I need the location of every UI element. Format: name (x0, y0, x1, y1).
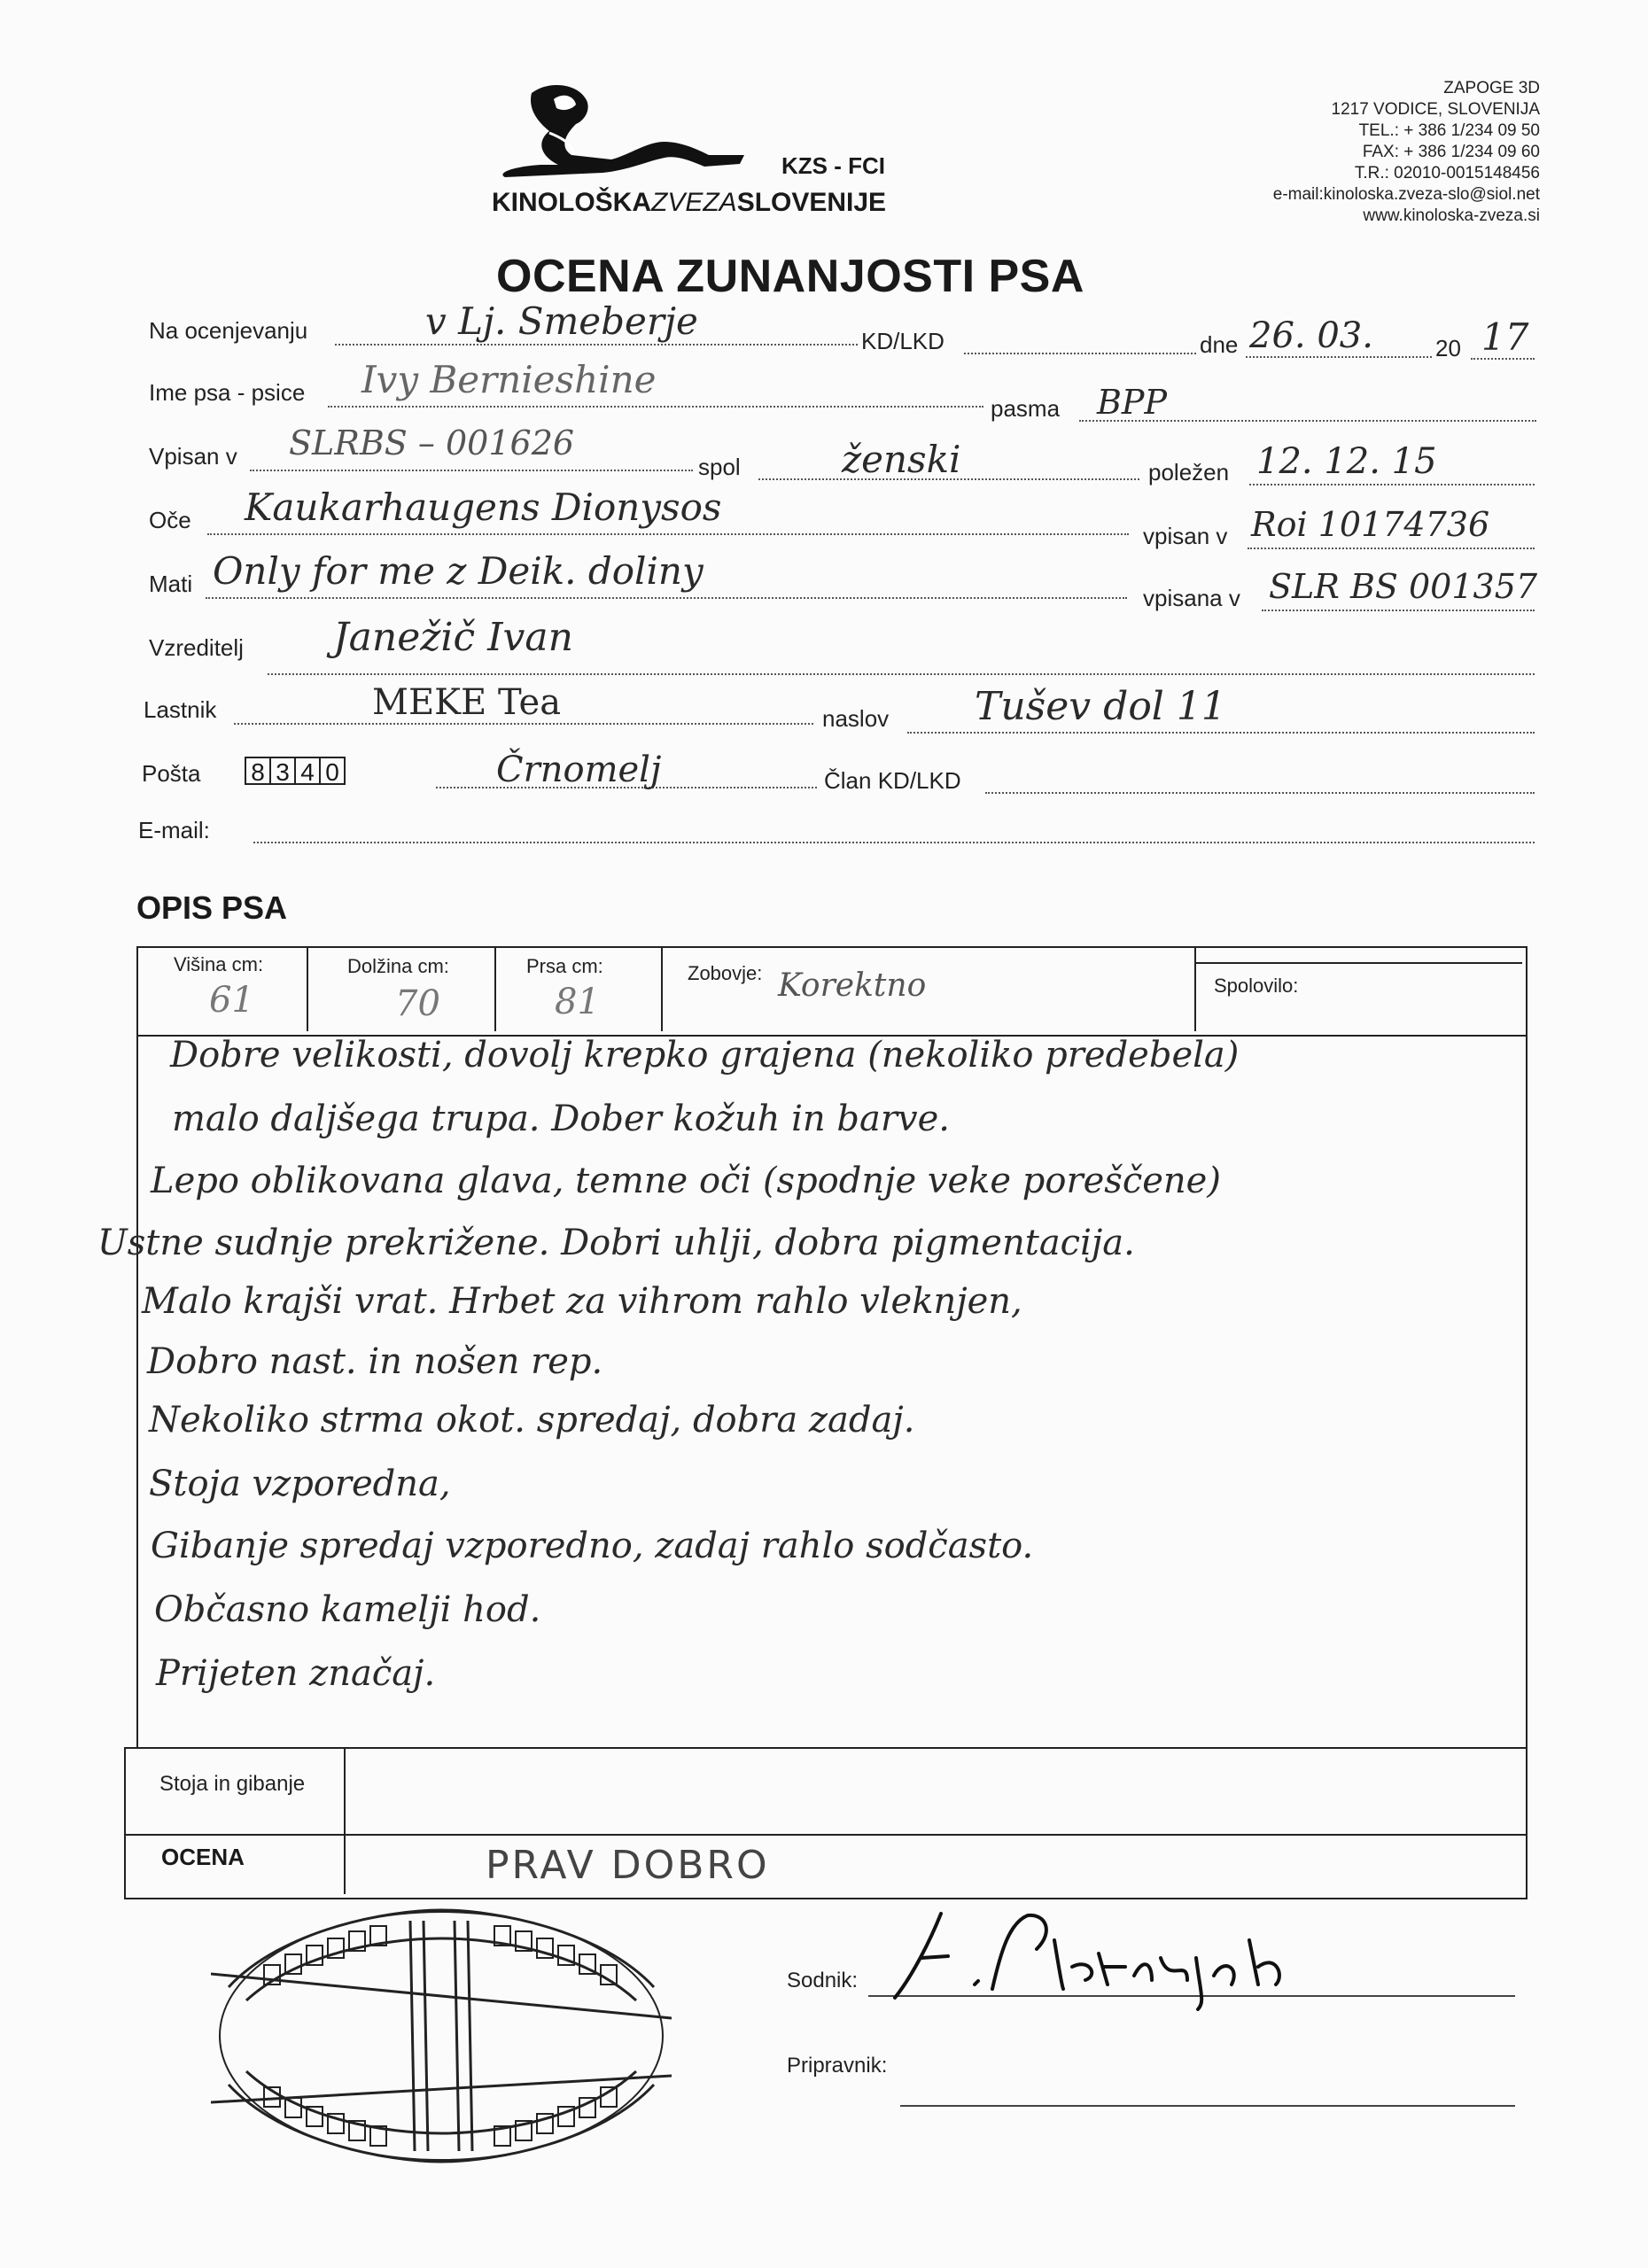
description-box (136, 1033, 1528, 1747)
pasma-value: BPP (1097, 383, 1168, 422)
zobovje-label: Zobovje: (688, 962, 763, 984)
vzreditelj-line (268, 673, 1535, 675)
ocena-value: PRAV DOBRO (486, 1843, 770, 1888)
vpisan-value: SLRBS – 001626 (289, 423, 575, 462)
email-label: E-mail: (138, 817, 210, 843)
sodnik-label: Sodnik: (787, 1969, 859, 1992)
description-line-10: Občasno kamelji hod. (154, 1589, 541, 1630)
result-table-divider (126, 1834, 1526, 1836)
vpisan-line (250, 470, 693, 471)
description-line-9: Gibanje spredaj vzporedno, zadaj rahlo sodčasto. (151, 1526, 1034, 1566)
dne-label: dne (1200, 331, 1239, 358)
description-line-8: Stoja vzporedna, (149, 1464, 451, 1504)
oce-vpisan-value: Roi 10174736 (1251, 505, 1490, 544)
ocena-label: OCENA (161, 1844, 245, 1870)
posta-digit-3: 4 (294, 757, 321, 785)
lastnik-value: MEKE Tea (372, 682, 562, 723)
org-name-part-b: ZVEZA (651, 188, 737, 217)
mati-value: Only for me z Deik. doliny (213, 549, 704, 593)
mati-vpisana-line (1262, 610, 1535, 611)
dne-year-value: 17 (1481, 315, 1529, 359)
spolovilo-label: Spolovilo: (1214, 975, 1299, 997)
ime-psa-line (328, 406, 983, 408)
oce-line (207, 533, 1129, 535)
mati-vpisana-label: vpisana v (1143, 585, 1240, 611)
contact-email: e-mail:kinoloska.zveza-slo@siol.net (1272, 185, 1540, 204)
mati-line (206, 597, 1127, 599)
oce-label: Oče (149, 507, 191, 533)
kd-lkd-label: KD/LKD (861, 328, 944, 354)
prsa-cell (496, 948, 663, 1031)
spolovilo-cell (1196, 962, 1522, 1033)
contact-address-line2: 1217 VODICE, SLOVENIJA (1331, 100, 1540, 119)
visina-cell (138, 948, 308, 1031)
clan-line (985, 792, 1535, 794)
posta-digit-2: 3 (269, 757, 296, 785)
result-table-column-divider (344, 1749, 346, 1894)
posta-kraj-value: Črnomelj (496, 750, 662, 790)
na-ocenjevanju-label: Na ocenjevanju (149, 317, 308, 344)
ime-psa-value: Ivy Bernieshine (361, 358, 657, 401)
zobovje-cell (663, 948, 1196, 1031)
spol-value: ženski (842, 438, 961, 481)
visina-value: 61 (209, 980, 254, 1021)
prsa-label: Prsa cm: (526, 955, 603, 977)
dolzina-cell (308, 948, 496, 1031)
clan-label: Član KD/LKD (824, 767, 961, 794)
description-line-3: Lepo oblikovana glava, temne oči (spodnje veke poreščene) (151, 1161, 1221, 1201)
naslov-line (907, 732, 1535, 734)
mati-label: Mati (149, 571, 193, 597)
dental-chart-diagram (211, 1903, 672, 2169)
description-line-5: Malo krajši vrat. Hrbet za vihrom rahlo vleknjen, (142, 1281, 1022, 1322)
description-line-2: malo daljšega trupa. Dober kožuh in barve. (172, 1099, 950, 1139)
page-title: OCENA ZUNANJOSTI PSA (496, 251, 1084, 302)
description-line-4: Ustne sudnje prekrižene. Dobri uhlji, dobra pigmentacija. (97, 1223, 1135, 1263)
contact-bank-account: T.R.: 02010-0015148456 (1354, 164, 1540, 183)
contact-website: www.kinoloska-zveza.si (1363, 206, 1540, 225)
posta-label: Pošta (142, 760, 201, 787)
org-name-part-c: SLOVENIJE (736, 188, 887, 217)
mati-vpisana-value: SLR BS 001357 (1269, 567, 1538, 606)
polezen-value: 12. 12. 15 (1256, 441, 1437, 482)
stoja-gibanje-label: Stoja in gibanje (159, 1772, 306, 1796)
posta-digit-1: 8 (245, 757, 271, 785)
ime-psa-label: Ime psa - psice (149, 379, 306, 406)
vzreditelj-value: Janežič Ivan (333, 615, 573, 660)
vpisan-label: Vpisan v (149, 443, 237, 470)
kzs-fci-label: KZS - FCI (781, 152, 885, 179)
contact-fax: FAX: + 386 1/234 09 60 (1362, 143, 1540, 161)
org-name-part-a: KINOLOŠKA (492, 188, 651, 217)
organization-name (492, 188, 886, 218)
description-line-1: Dobre velikosti, dovolj krepko grajena (nekoliko predebela) (170, 1035, 1240, 1076)
opis-psa-heading: OPIS PSA (136, 889, 288, 926)
pripravnik-line (900, 2105, 1515, 2107)
lastnik-label: Lastnik (144, 696, 217, 723)
contact-address-line1: ZAPOGE 3D (1443, 79, 1540, 97)
contact-block (1170, 78, 1540, 227)
dne-line (1246, 356, 1432, 358)
naslov-label: naslov (822, 705, 890, 732)
kd-lkd-line (964, 353, 1196, 354)
description-line-11: Prijeten značaj. (156, 1653, 436, 1694)
spol-label: spol (698, 454, 741, 480)
dne-value: 26. 03. (1249, 315, 1373, 356)
na-ocenjevanju-value: v Lj. Smeberje (425, 299, 698, 343)
pasma-label: pasma (991, 395, 1061, 422)
oce-value: Kaukarhaugens Dionysos (245, 485, 722, 529)
dog-logo-icon (487, 80, 753, 182)
oce-vpisan-label: vpisan v (1143, 523, 1228, 549)
dolzina-value: 70 (395, 983, 440, 1024)
email-line (253, 842, 1535, 843)
posta-digit-4: 0 (319, 757, 346, 785)
result-table (124, 1747, 1528, 1899)
vzreditelj-label: Vzreditelj (149, 634, 244, 661)
naslov-value: Tušev dol 11 (975, 684, 1226, 729)
description-line-6: Dobro nast. in nošen rep. (147, 1341, 603, 1382)
sodnik-signature (886, 1905, 1329, 2011)
lastnik-line (234, 723, 813, 725)
prsa-value: 81 (555, 982, 600, 1022)
dne-year-prefix: 20 (1435, 335, 1461, 361)
visina-label: Višina cm: (174, 953, 264, 975)
polezen-label: poležen (1148, 459, 1230, 485)
description-line-7: Nekoliko strma okot. spredaj, dobra zadaj. (149, 1400, 915, 1441)
pripravnik-label: Pripravnik: (787, 2054, 888, 2078)
zobovje-value: Korektno (778, 967, 927, 1004)
oce-vpisan-line (1248, 548, 1535, 549)
dolzina-label: Dolžina cm: (347, 955, 449, 977)
na-ocenjevanju-line (335, 344, 858, 346)
contact-phone: TEL.: + 386 1/234 09 50 (1358, 121, 1540, 140)
polezen-line (1249, 484, 1535, 485)
